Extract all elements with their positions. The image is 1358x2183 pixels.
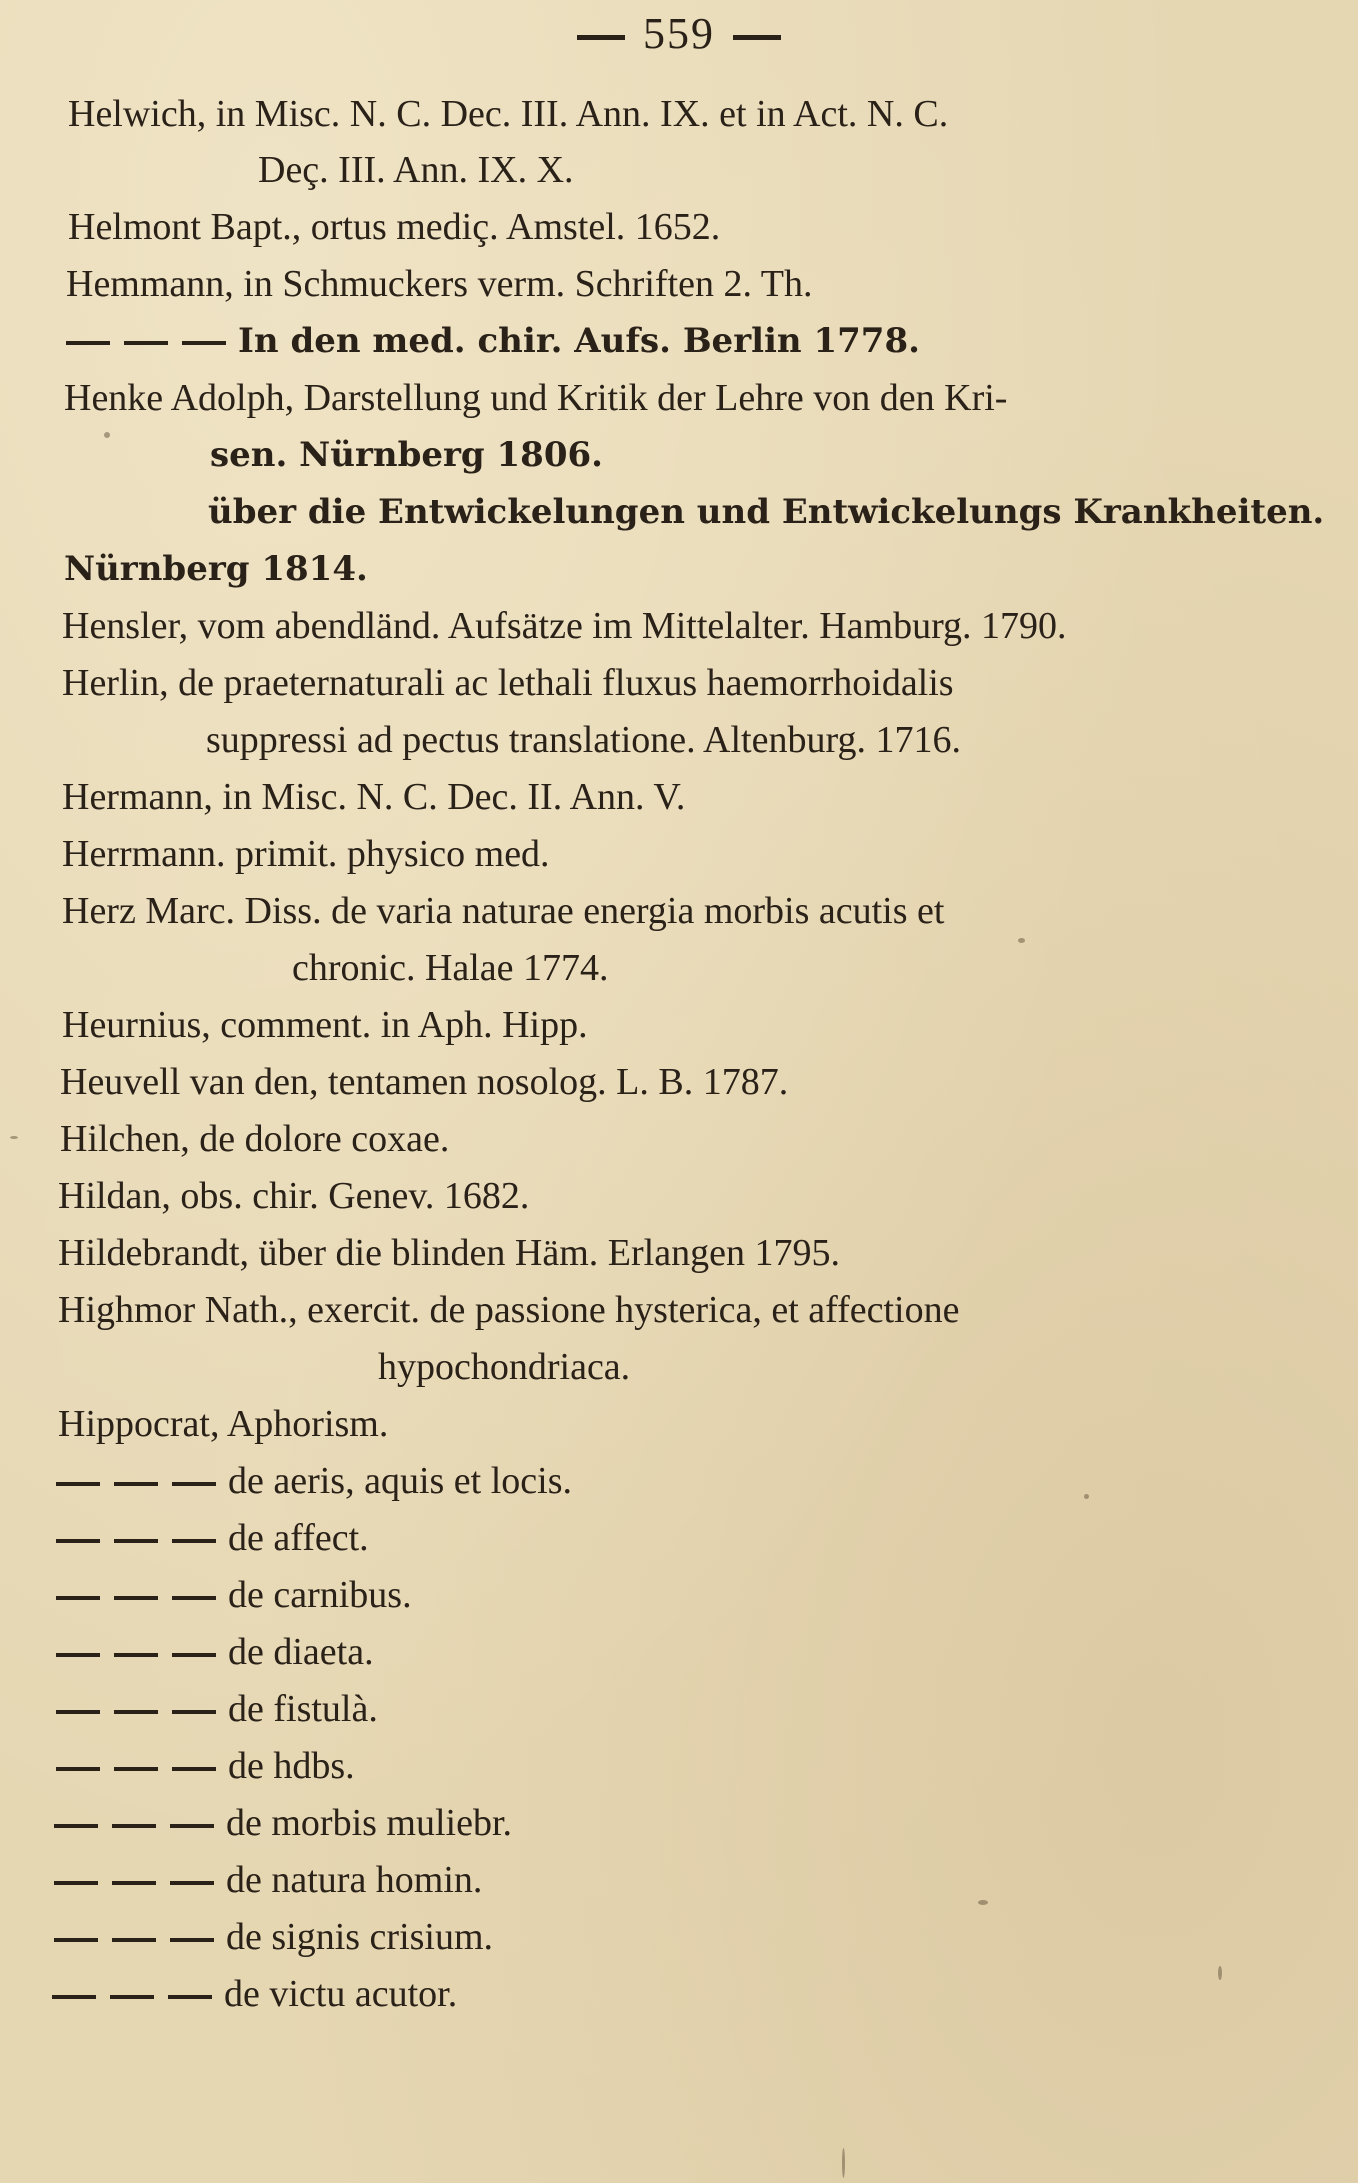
ditto-dashes	[56, 1624, 228, 1680]
entry-title: de morbis muliebr.	[226, 1802, 513, 1844]
entry-line-hippocrat-fistula	[56, 1681, 378, 1737]
paper-speck	[1218, 1966, 1222, 1980]
entry-title: de hdbs.	[228, 1745, 355, 1787]
entry-line-hippocrat-carnibus	[56, 1567, 412, 1623]
ditto-dashes	[56, 1567, 228, 1623]
entry-title: de natura homin.	[226, 1859, 483, 1901]
entry-line-hermann: Hermann, in Misc. N. C. Dec. II. Ann. V.	[62, 776, 686, 818]
entry-line-helwich-cont: Deç. III. Ann. IX. X.	[258, 149, 574, 191]
entry-line-henke-second: über die Entwickelungen und Entwickelungs Krankheiten.	[208, 492, 1325, 532]
paper-speck	[1018, 938, 1025, 943]
entry-line-hildan: Hildan, obs. chir. Genev. 1682.	[58, 1175, 530, 1217]
entry-line-hippocrat-aeris	[56, 1453, 572, 1509]
page-number-right-dash	[733, 35, 781, 40]
entry-line-herrmann: Herrmann. primit. physico med.	[62, 833, 550, 875]
ditto-dashes	[54, 1852, 226, 1908]
page-number-left-dash	[577, 35, 625, 40]
paper-speck	[10, 1136, 18, 1139]
ditto-dashes	[56, 1453, 228, 1509]
entry-title: de affect.	[228, 1517, 369, 1559]
entry-line-herz-cont: chronic. Halae 1774.	[292, 947, 609, 989]
entry-line-hemmann: Hemmann, in Schmuckers verm. Schriften 2. Th.	[66, 263, 813, 305]
entry-line-hilchen: Hilchen, de dolore coxae.	[60, 1118, 450, 1160]
entry-title: de diaeta.	[228, 1631, 374, 1673]
entry-line-highmor-cont: hypochondriaca.	[378, 1346, 631, 1388]
paper-speck	[842, 2148, 845, 2178]
entry-line-hemmann-cont	[66, 313, 920, 369]
ditto-dashes	[54, 1795, 226, 1851]
entry-line-hippocrat-morbis	[54, 1795, 512, 1851]
entry-line-henke-cont: sen. Nürnberg 1806.	[210, 435, 603, 475]
entry-title: de fistulà.	[228, 1688, 378, 1730]
entry-line-hildebrandt: Hildebrandt, über die blinden Häm. Erlangen 1795.	[58, 1232, 840, 1274]
paper-speck	[978, 1900, 988, 1905]
page-number-value: 559	[643, 9, 715, 58]
page-number	[0, 8, 1358, 59]
entry-line-henke: Henke Adolph, Darstellung und Kritik der Lehre von den Kri-	[64, 377, 1008, 419]
entry-line-herz: Herz Marc. Diss. de varia naturae energia morbis acutis et	[62, 890, 945, 932]
entry-title: de aeris, aquis et locis.	[228, 1460, 573, 1502]
entry-line-highmor: Highmor Nath., exercit. de passione hysterica, et affectione	[58, 1289, 960, 1331]
ditto-dashes	[56, 1510, 228, 1566]
entry-title: de carnibus.	[228, 1574, 412, 1616]
entry-line-herlin-cont: suppressi ad pectus translatione. Altenburg. 1716.	[206, 719, 961, 761]
ditto-dashes	[56, 1738, 228, 1794]
entry-line-helwich: Helwich, in Misc. N. C. Dec. III. Ann. IX. et in Act. N. C.	[68, 93, 949, 135]
entry-title: de signis crisium.	[226, 1916, 494, 1958]
entry-line-hippocrat-diaeta	[56, 1624, 374, 1680]
entry-line-herlin: Herlin, de praeternaturali ac lethali fluxus haemorrhoidalis	[62, 662, 954, 704]
entry-line-henke-second-cont: Nürnberg 1814.	[64, 549, 368, 589]
entry-line-hippocrat-hdbs	[56, 1738, 355, 1794]
entry-line-hemmann-cont-text: In den med. chir. Aufs. Berlin 1778.	[238, 321, 920, 361]
entry-line-hippocrat-affect	[56, 1510, 369, 1566]
entry-line-hippocrat: Hippocrat, Aphorism.	[58, 1403, 389, 1445]
ditto-dashes	[52, 1966, 224, 2022]
entry-title: de victu acutor.	[224, 1973, 458, 2015]
entry-line-hippocrat-victu	[52, 1966, 457, 2022]
entry-line-heuvell: Heuvell van den, tentamen nosolog. L. B. 1787.	[60, 1061, 789, 1103]
entry-line-helmont: Helmont Bapt., ortus mediç. Amstel. 1652.	[68, 206, 721, 248]
paper-speck	[104, 432, 110, 438]
entry-line-hensler: Hensler, vom abendländ. Aufsätze im Mittelalter. Hamburg. 1790.	[62, 605, 1067, 647]
entry-line-hippocrat-natura	[54, 1852, 482, 1908]
entry-line-heurnius: Heurnius, comment. in Aph. Hipp.	[62, 1004, 588, 1046]
ditto-dashes	[54, 1909, 226, 1965]
ditto-dashes	[66, 313, 238, 369]
ditto-dashes	[56, 1681, 228, 1737]
paper-speck	[1084, 1494, 1089, 1499]
entry-line-hippocrat-signis	[54, 1909, 493, 1965]
